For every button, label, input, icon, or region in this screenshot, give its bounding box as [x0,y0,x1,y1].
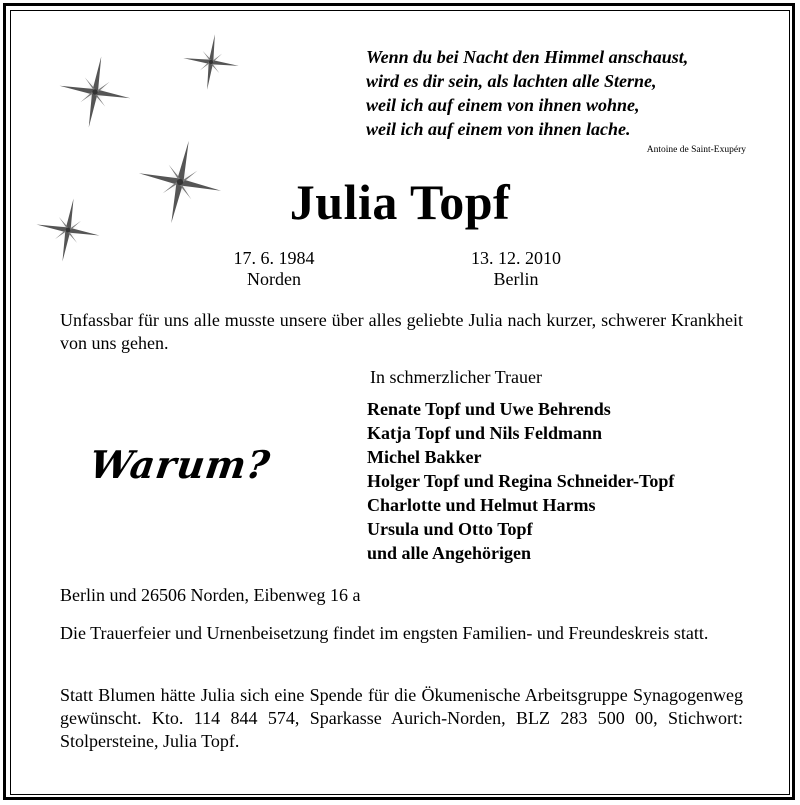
list-item: Renate Topf und Uwe Behrends [367,399,611,419]
list-item: Holger Topf und Regina Schneider-Topf [367,471,675,491]
death-place: Berlin [493,269,539,289]
mourners-list [367,397,674,565]
death-date: 13. 12. 2010 [471,248,561,268]
birth-info [184,248,364,290]
list-item: Charlotte und Helmut Harms [367,495,596,515]
question-text: Warum? [86,442,274,487]
deceased-name: Julia Topf [289,174,511,230]
mourning-label: In schmerzlicher Trauer [370,367,542,387]
list-item: Katja Topf und Nils Feldmann [367,423,603,443]
donation-paragraph: Statt Blumen hätte Julia sich eine Spende für die Ökumenische Arbeitsgruppe Synagogenweg gewünscht. Kto. 114 844 574, Sparkasse Aurich-Norden, BLZ 283 500 00, Stichwort: Stolpersteine, Julia Topf. [60,685,743,751]
list-item: und alle Angehörigen [367,543,532,563]
intro-paragraph: Unfassbar für uns alle musste unsere über alles geliebte Julia nach kurzer, schwerer Krankheit von uns gehen. [60,310,743,353]
birth-date: 17. 6. 1984 [233,248,315,268]
poem-line: weil ich auf einem von ihnen lache. [366,119,631,139]
poem-author: Antoine de Saint-Exupéry [646,145,746,155]
sparkle-star-icon [53,50,136,133]
list-item: Michel Bakker [367,447,482,467]
sparkle-star-icon [179,30,242,93]
stars-decoration [0,0,260,280]
poem-line: Wenn du bei Nacht den Himmel anschaust, [366,47,689,67]
address-line: Berlin und 26506 Norden, Eibenweg 16 a [60,585,361,605]
poem [366,45,766,141]
funeral-paragraph: Die Trauerfeier und Urnenbeisetzung findet im engsten Familien- und Freundeskreis statt. [60,623,709,643]
birth-place: Norden [247,269,301,289]
poem-line: wird es dir sein, als lachten alle Sterne, [366,71,657,91]
poem-line: weil ich auf einem von ihnen wohne, [366,95,640,115]
list-item: Ursula und Otto Topf [367,519,533,539]
death-info [426,248,606,290]
